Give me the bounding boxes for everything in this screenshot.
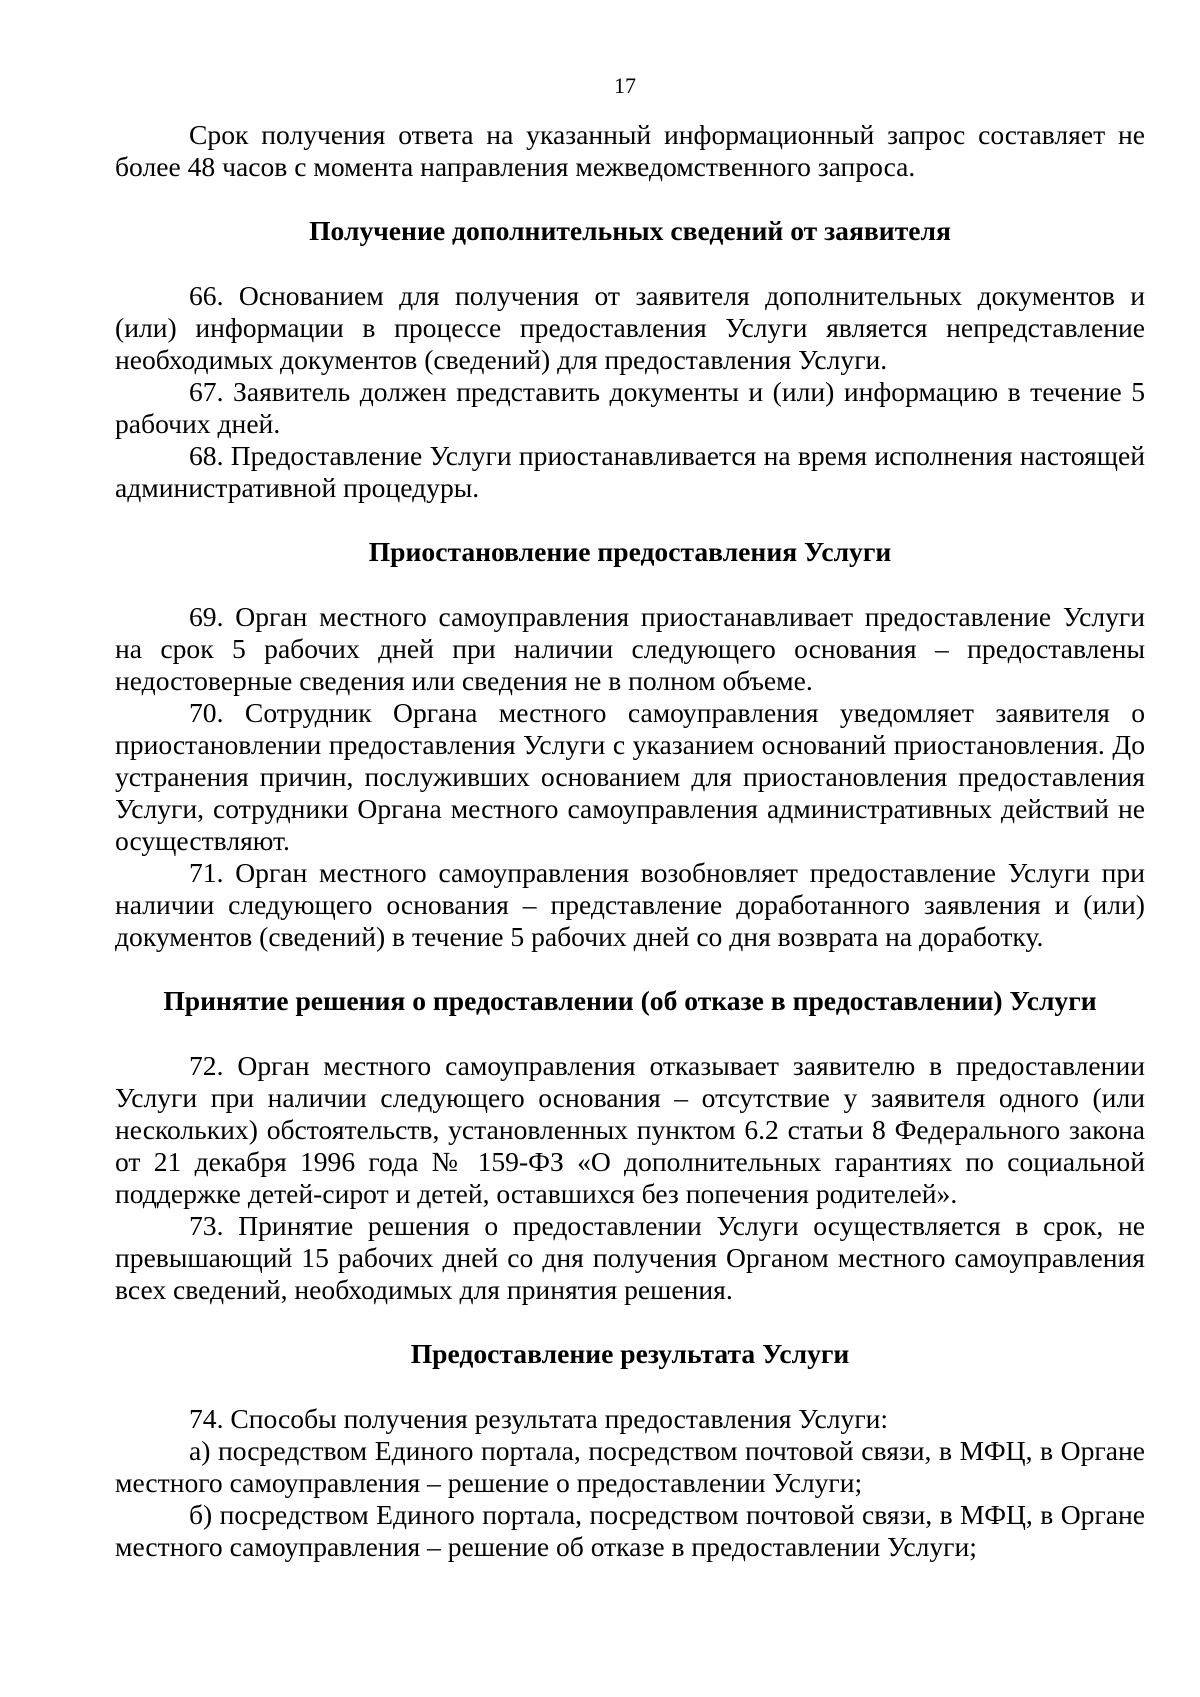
paragraph: 67. Заявитель должен представить документы и (или) информацию в течение 5 рабочих дней. <box>115 376 1145 439</box>
paragraph: 66. Основанием для получения от заявителя дополнительных документов и (или) информации в процессе предоставления Услуги является непредставление необходимых документов (сведений) для предоставления Услуги. <box>115 280 1145 375</box>
section-heading: Предоставление результата Услуги <box>410 1338 850 1369</box>
section-heading: Принятие решения о предоставлении (об отказе в предоставлении) Услуги <box>163 985 1097 1016</box>
paragraph: 70. Сотрудник Органа местного самоуправления уведомляет заявителя о приостановлении предоставления Услуги с указанием оснований приостановления. До устранения причин, послуживших основанием для приостановления предоставления Услуги, сотрудники Органа местного самоуправления административных действий не осуществляют. <box>115 697 1145 856</box>
paragraph: б) посредством Единого портала, посредством почтовой связи, в МФЦ, в Органе местного самоуправления – решение об отказе в предоставлении Услуги; <box>115 1499 1145 1562</box>
document-section <box>115 985 1145 1306</box>
section-heading: Приостановление предоставления Услуги <box>368 536 892 567</box>
document-section <box>115 119 1145 183</box>
paragraph: а) посредством Единого портала, посредством почтовой связи, в МФЦ, в Органе местного самоуправления – решение о предоставлении Услуги; <box>115 1435 1145 1498</box>
paragraph: 71. Орган местного самоуправления возобновляет предоставление Услуги при наличии следующего основания – представление доработанного заявления и (или) документов (сведений) в течение 5 рабочих дней со дня возврата на доработку. <box>115 857 1145 952</box>
page-number: 17 <box>614 73 636 98</box>
document-section <box>115 215 1145 504</box>
paragraph: Срок получения ответа на указанный информационный запрос составляет не более 48 часов с момента направления межведомственного запроса. <box>115 119 1145 182</box>
paragraph: 73. Принятие решения о предоставлении Услуги осуществляется в срок, не превышающий 15 рабочих дней со дня получения Органом местного самоуправления всех сведений, необходимых для принятия решения. <box>115 1210 1145 1305</box>
paragraph: 74. Способы получения результата предоставления Услуги: <box>189 1403 889 1434</box>
paragraph: 69. Орган местного самоуправления приостанавливает предоставление Услуги на срок 5 рабочих дней при наличии следующего основания – предоставлены недостоверные сведения или сведения не в полном объеме. <box>115 601 1145 696</box>
document-section <box>115 536 1145 953</box>
document-section <box>115 1338 1145 1563</box>
document-body <box>115 119 1145 1563</box>
paragraph: 68. Предоставление Услуги приостанавливается на время исполнения настоящей административной процедуры. <box>115 440 1145 503</box>
paragraph: 72. Орган местного самоуправления отказывает заявителю в предоставлении Услуги при наличии следующего основания – отсутствие у заявителя одного (или нескольких) обстоятельств, установленных пунктом 6.2 статьи 8 Федерального закона от 21 декабря 1996 года № 159-ФЗ «О дополнительных гарантиях по социальной поддержке детей-сирот и детей, оставшихся без попечения родителей». <box>115 1050 1145 1209</box>
section-heading: Получение дополнительных сведений от заявителя <box>309 215 951 246</box>
